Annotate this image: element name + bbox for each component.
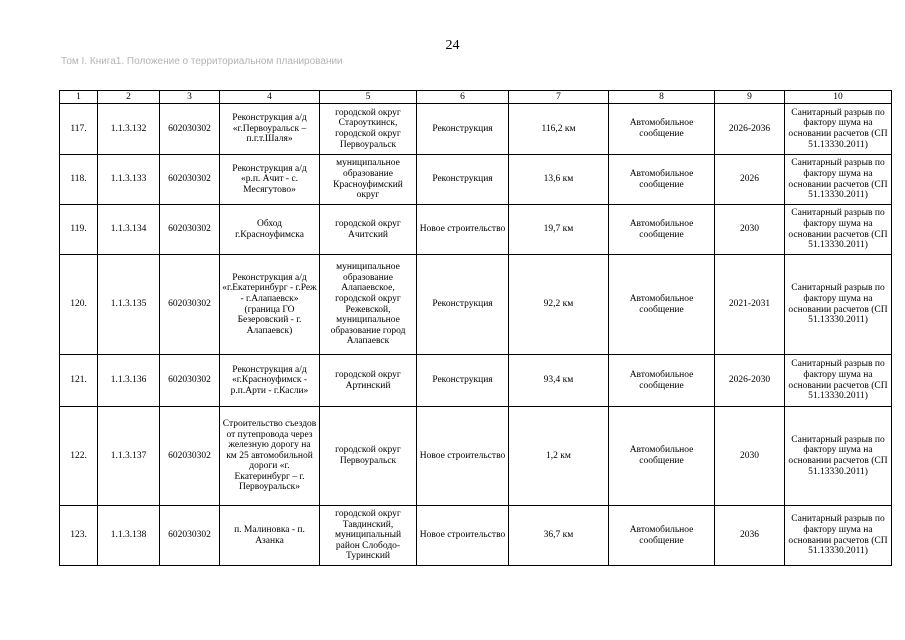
page-number: 24 <box>445 38 460 53</box>
table-cell: 2026-2030 <box>715 355 785 407</box>
table-cell: 123. <box>60 506 98 566</box>
table-cell: 1.1.3.138 <box>98 506 160 566</box>
column-header: 7 <box>509 91 609 104</box>
running-header: Том I. Книга1. Положение о территориальном планировании <box>61 56 343 67</box>
table-cell: Реконструкция <box>417 355 509 407</box>
column-header: 3 <box>160 91 220 104</box>
table-cell: Санитарный разрыв по фактору шума на основании расчетов (СП 51.13330.2011) <box>785 355 892 407</box>
table-cell: 13,6 км <box>509 155 609 205</box>
column-header: 8 <box>609 91 715 104</box>
table-cell: 118. <box>60 155 98 205</box>
table-cell: Автомобильное сообщение <box>609 104 715 155</box>
table-cell: 602030302 <box>160 255 220 355</box>
table-cell: Санитарный разрыв по фактору шума на основании расчетов (СП 51.13330.2011) <box>785 407 892 506</box>
table-cell: Автомобильное сообщение <box>609 155 715 205</box>
table-cell: Новое строительство <box>417 407 509 506</box>
table-cell: 1,2 км <box>509 407 609 506</box>
table-cell: городской округ Староуткинск, городской округ Первоуральск <box>320 104 417 155</box>
table-cell: муниципальное образование Алапаевское, городской округ Режевской, муниципальное образование город Алапаевск <box>320 255 417 355</box>
data-table <box>59 90 892 566</box>
table-cell: Автомобильное сообщение <box>609 255 715 355</box>
table-row <box>60 355 892 407</box>
column-header: 10 <box>785 91 892 104</box>
table-cell: 121. <box>60 355 98 407</box>
table-cell: Реконструкция а/д «г.Екатеринбург - г.Реж - г.Алапаевск» (граница ГО Безеровский - г. Алапаевск) <box>220 255 320 355</box>
table-cell: 2026-2036 <box>715 104 785 155</box>
table-cell: городской округ Артинский <box>320 355 417 407</box>
table-cell: 36,7 км <box>509 506 609 566</box>
table-cell: 1.1.3.132 <box>98 104 160 155</box>
table-cell: 602030302 <box>160 355 220 407</box>
table-cell: 602030302 <box>160 155 220 205</box>
table-cell: 119. <box>60 205 98 255</box>
table-cell: Санитарный разрыв по фактору шума на основании расчетов (СП 51.13330.2011) <box>785 155 892 205</box>
column-header: 9 <box>715 91 785 104</box>
table-row <box>60 506 892 566</box>
table-cell: 19,7 км <box>509 205 609 255</box>
table-cell: Обход г.Красноуфимска <box>220 205 320 255</box>
table-cell: Реконструкция а/д «г.Первоуральск – п.г.т.Шаля» <box>220 104 320 155</box>
header-row <box>60 91 892 104</box>
table-row <box>60 407 892 506</box>
table-cell: Санитарный разрыв по фактору шума на основании расчетов (СП 51.13330.2011) <box>785 205 892 255</box>
table-cell: 602030302 <box>160 407 220 506</box>
table-cell: 2030 <box>715 205 785 255</box>
column-header: 4 <box>220 91 320 104</box>
table-cell: Санитарный разрыв по фактору шума на основании расчетов (СП 51.13330.2011) <box>785 255 892 355</box>
table-cell: 2026 <box>715 155 785 205</box>
table-cell: 117. <box>60 104 98 155</box>
table-cell: 92,2 км <box>509 255 609 355</box>
table-cell: 116,2 км <box>509 104 609 155</box>
table-row <box>60 255 892 355</box>
table-row <box>60 205 892 255</box>
table-cell: Санитарный разрыв по фактору шума на основании расчетов (СП 51.13330.2011) <box>785 104 892 155</box>
table-cell: городской округ Тавдинский, муниципальный район Слободо-Туринский <box>320 506 417 566</box>
table-cell: Санитарный разрыв по фактору шума на основании расчетов (СП 51.13330.2011) <box>785 506 892 566</box>
table-cell: 1.1.3.134 <box>98 205 160 255</box>
table-cell: муниципальное образование Красноуфимский округ <box>320 155 417 205</box>
column-header: 2 <box>98 91 160 104</box>
table-cell: 602030302 <box>160 506 220 566</box>
table-cell: Автомобильное сообщение <box>609 506 715 566</box>
table-cell: Новое строительство <box>417 506 509 566</box>
table-cell: Реконструкция а/д «р.п. Ачит - с. Месягутово» <box>220 155 320 205</box>
table-cell: 602030302 <box>160 104 220 155</box>
table-cell: 122. <box>60 407 98 506</box>
table-cell: 2021-2031 <box>715 255 785 355</box>
table-cell: 1.1.3.137 <box>98 407 160 506</box>
table-cell: Реконструкция <box>417 155 509 205</box>
column-header: 1 <box>60 91 98 104</box>
table-cell: 2036 <box>715 506 785 566</box>
table-cell: Автомобильное сообщение <box>609 355 715 407</box>
table-cell: 93,4 км <box>509 355 609 407</box>
table-cell: Реконструкция а/д «г.Красноуфимск - р.п.Арти - г.Касли» <box>220 355 320 407</box>
table-cell: 120. <box>60 255 98 355</box>
table-cell: Новое строительство <box>417 205 509 255</box>
table-cell: 1.1.3.135 <box>98 255 160 355</box>
table-cell: Реконструкция <box>417 104 509 155</box>
table-cell: Реконструкция <box>417 255 509 355</box>
column-header: 6 <box>417 91 509 104</box>
table-cell: Автомобильное сообщение <box>609 205 715 255</box>
table-cell: 1.1.3.133 <box>98 155 160 205</box>
table-cell: 2030 <box>715 407 785 506</box>
table-cell: п. Малиновка - п. Азанка <box>220 506 320 566</box>
table-cell: городской округ Первоуральск <box>320 407 417 506</box>
column-header: 5 <box>320 91 417 104</box>
table-cell: Строительство съездов от путепровода через железную дорогу на км 25 автомобильной дороги «г. Екатеринбург – г. Первоуральск» <box>220 407 320 506</box>
table-row <box>60 155 892 205</box>
table-row <box>60 104 892 155</box>
table-cell: 602030302 <box>160 205 220 255</box>
table-cell: Автомобильное сообщение <box>609 407 715 506</box>
table-cell: 1.1.3.136 <box>98 355 160 407</box>
table-cell: городской округ Ачитский <box>320 205 417 255</box>
